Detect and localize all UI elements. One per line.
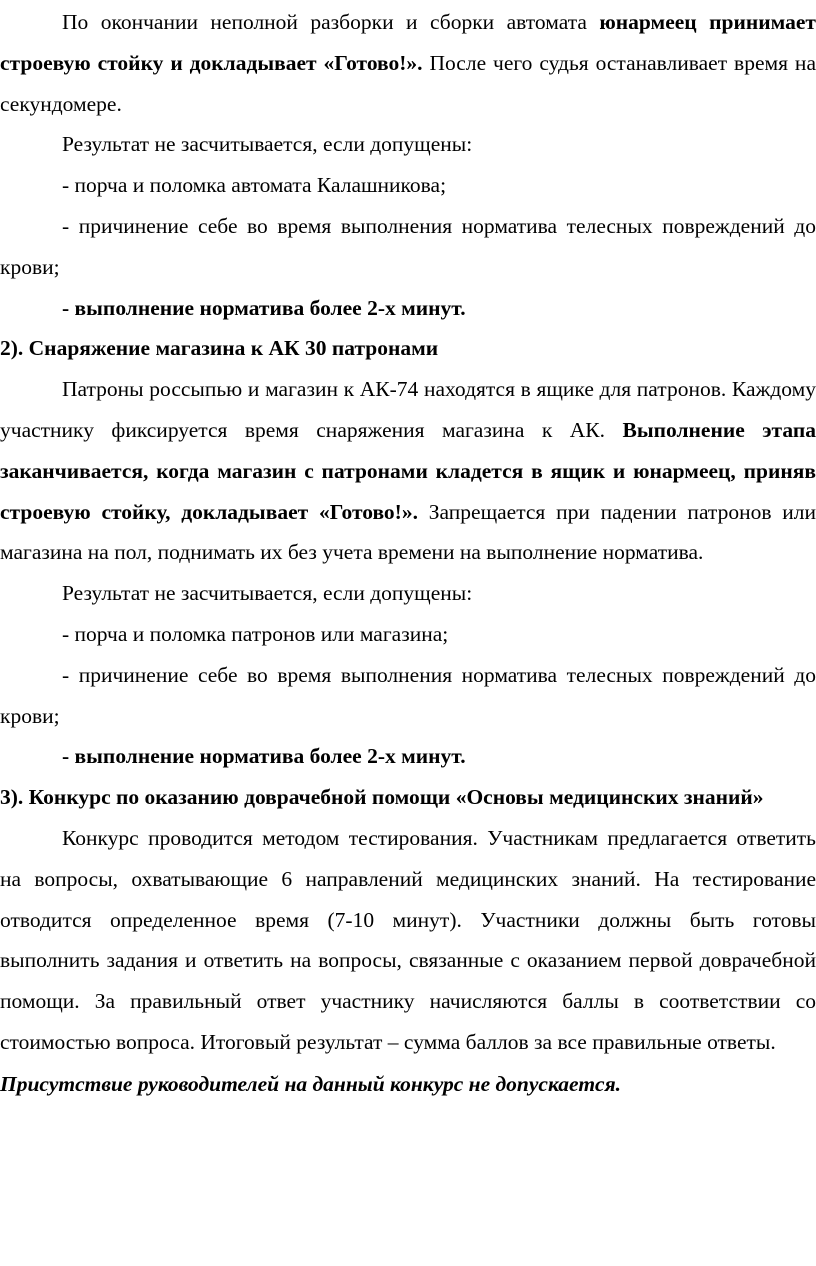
- text-run: Запрещается при падении патронов или магазина на пол, поднимать их без учета времени на выполнение норматива.: [0, 499, 816, 565]
- list-item-injury: - причинение себе во время выполнения норматива телесных повреждений до крови;: [0, 213, 816, 279]
- bold-text-run: юнармеец принимает строевую стойку и докладывает «Готово!».: [0, 10, 816, 75]
- section-heading-first-aid: 3). Конкурс по оказанию доврачебной помощи «Основы медицинских знаний»: [0, 785, 764, 810]
- list-item-injury: - причинение себе во время выполнения норматива телесных повреждений до крови;: [0, 662, 816, 728]
- paragraph-magazine-loading: [0, 369, 816, 573]
- paragraph-result-not-counted: Результат не засчитывается, если допущены:: [62, 581, 473, 606]
- bold-text-run: Выполнение этапа заканчивается, когда магазин с патронами кладется в ящик и юнармеец, приняв строевую стойку, докладывает «Готово!».: [0, 417, 816, 524]
- list-item-time-exceeded: - выполнение норматива более 2-х минут.: [62, 744, 466, 769]
- paragraph-disassembly-finish: [0, 2, 816, 124]
- list-item-damage-cartridges: - порча и поломка патронов или магазина;: [62, 621, 449, 646]
- paragraph-leaders-not-allowed: Присутствие руководителей на данный конкурс не допускается.: [0, 1071, 622, 1096]
- list-item-time-exceeded: - выполнение норматива более 2-х минут.: [62, 295, 466, 320]
- section-heading-magazine: 2). Снаряжение магазина к АК 30 патронами: [0, 336, 439, 361]
- paragraph-first-aid-test: Конкурс проводится методом тестирования. Участникам предлагается ответить на вопросы, охватывающие 6 направлений медицинских знаний. На тестирование отводится определенное время (7-10 минут). Участники должны быть готовы выполнить задания и ответить на вопросы, связанные с оказанием первой доврачебной помощи. За правильный ответ участнику начисляются баллы в соответствии со стоимостью вопроса. Итоговый результат – сумма баллов за все правильные ответы.: [0, 825, 816, 1054]
- document-body: [0, 2, 816, 1105]
- paragraph-result-not-counted: Результат не засчитывается, если допущены:: [62, 132, 473, 157]
- text-run: После чего судья останавливает время на секундомере.: [0, 50, 816, 116]
- text-run: По окончании неполной разборки и сборки автомата: [62, 10, 600, 34]
- text-run: Патроны россыпью и магазин к АК-74 находятся в ящике для патронов. Каждому участнику фиксируется время снаряжения магазина к АК.: [0, 377, 816, 442]
- list-item-damage-rifle: - порча и поломка автомата Калашникова;: [62, 173, 447, 198]
